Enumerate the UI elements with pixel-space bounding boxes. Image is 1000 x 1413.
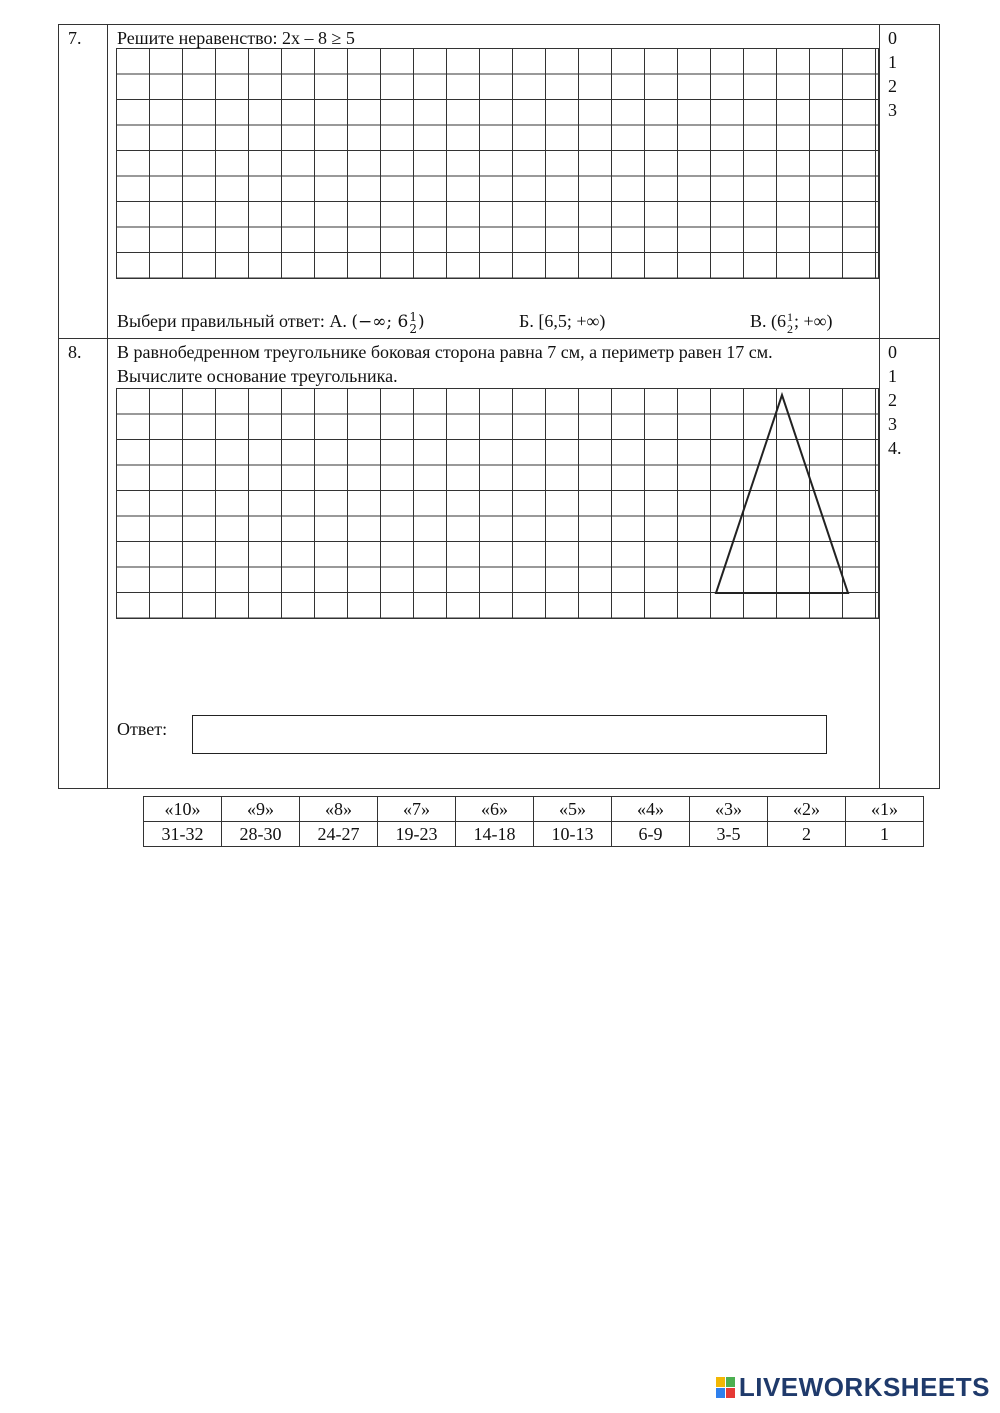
grade-cell: «3» bbox=[690, 797, 768, 822]
grade-row bbox=[144, 797, 924, 822]
score-option[interactable]: 0 bbox=[888, 28, 897, 48]
frame-left bbox=[58, 24, 59, 789]
grade-cell: «5» bbox=[534, 797, 612, 822]
logo-square bbox=[726, 1377, 735, 1387]
logo-square bbox=[716, 1377, 725, 1387]
frame-bottom bbox=[58, 788, 940, 789]
task8-line1: В равнобедренном треугольнике боковая сторона равна 7 см, а периметр равен 17 см. bbox=[117, 342, 773, 362]
grade-cell: «4» bbox=[612, 797, 690, 822]
logo-square bbox=[716, 1388, 725, 1398]
range-cell: 28-30 bbox=[222, 822, 300, 847]
range-cell: 24-27 bbox=[300, 822, 378, 847]
range-cell: 2 bbox=[768, 822, 846, 847]
task8-number: 8. bbox=[68, 342, 82, 362]
task8-line2: Вычислите основание треугольника. bbox=[117, 366, 398, 386]
score-option[interactable]: 2 bbox=[888, 390, 897, 410]
column-divider-left bbox=[107, 24, 108, 789]
score-option[interactable]: 0 bbox=[888, 342, 897, 362]
grade-cell: «1» bbox=[846, 797, 924, 822]
score-option[interactable]: 3 bbox=[888, 414, 897, 434]
grade-cell: «2» bbox=[768, 797, 846, 822]
row-divider bbox=[58, 338, 940, 339]
range-row bbox=[144, 822, 924, 847]
grading-scale-table bbox=[143, 796, 924, 847]
grade-cell: «9» bbox=[222, 797, 300, 822]
grade-cell: «6» bbox=[456, 797, 534, 822]
task7-choose-line bbox=[117, 310, 425, 335]
score-option[interactable]: 2 bbox=[888, 76, 897, 96]
grade-cell: «7» bbox=[378, 797, 456, 822]
score-option[interactable]: 4. bbox=[888, 438, 902, 458]
logo-mark-icon bbox=[716, 1377, 736, 1399]
column-divider-right bbox=[879, 24, 880, 789]
task7-choose-label: Выбери правильный ответ: А. bbox=[117, 311, 347, 331]
task7-number: 7. bbox=[68, 28, 82, 48]
isosceles-triangle-drawing bbox=[700, 385, 870, 610]
score-option[interactable]: 1 bbox=[888, 366, 897, 386]
frame-top bbox=[58, 24, 940, 25]
frame-right bbox=[939, 24, 940, 789]
range-cell: 10-13 bbox=[534, 822, 612, 847]
range-cell: 19-23 bbox=[378, 822, 456, 847]
grade-cell: «8» bbox=[300, 797, 378, 822]
task8-answer-input[interactable] bbox=[192, 715, 827, 754]
task7-option-c[interactable]: В. (6 1 2 ; +∞) bbox=[750, 309, 833, 336]
logo-square bbox=[726, 1388, 735, 1398]
task7-option-a[interactable]: (−∞; 6 1 2 ) bbox=[351, 309, 425, 336]
range-cell: 1 bbox=[846, 822, 924, 847]
grade-cell: «10» bbox=[144, 797, 222, 822]
range-cell: 31-32 bbox=[144, 822, 222, 847]
task7-answer-grid[interactable] bbox=[116, 48, 879, 279]
logo-text: LIVEWORKSHEETS bbox=[738, 1372, 990, 1402]
score-option[interactable]: 1 bbox=[888, 52, 897, 72]
task7-option-b[interactable]: Б. [6,5; +∞) bbox=[519, 311, 606, 331]
task7-prompt: Решите неравенство: 2x – 8 ≥ 5 bbox=[117, 28, 355, 48]
range-cell: 14-18 bbox=[456, 822, 534, 847]
task8-answer-label: Ответ: bbox=[117, 719, 168, 739]
score-option[interactable]: 3 bbox=[888, 100, 897, 120]
range-cell: 3-5 bbox=[690, 822, 768, 847]
liveworksheets-logo bbox=[716, 1372, 990, 1403]
range-cell: 6-9 bbox=[612, 822, 690, 847]
